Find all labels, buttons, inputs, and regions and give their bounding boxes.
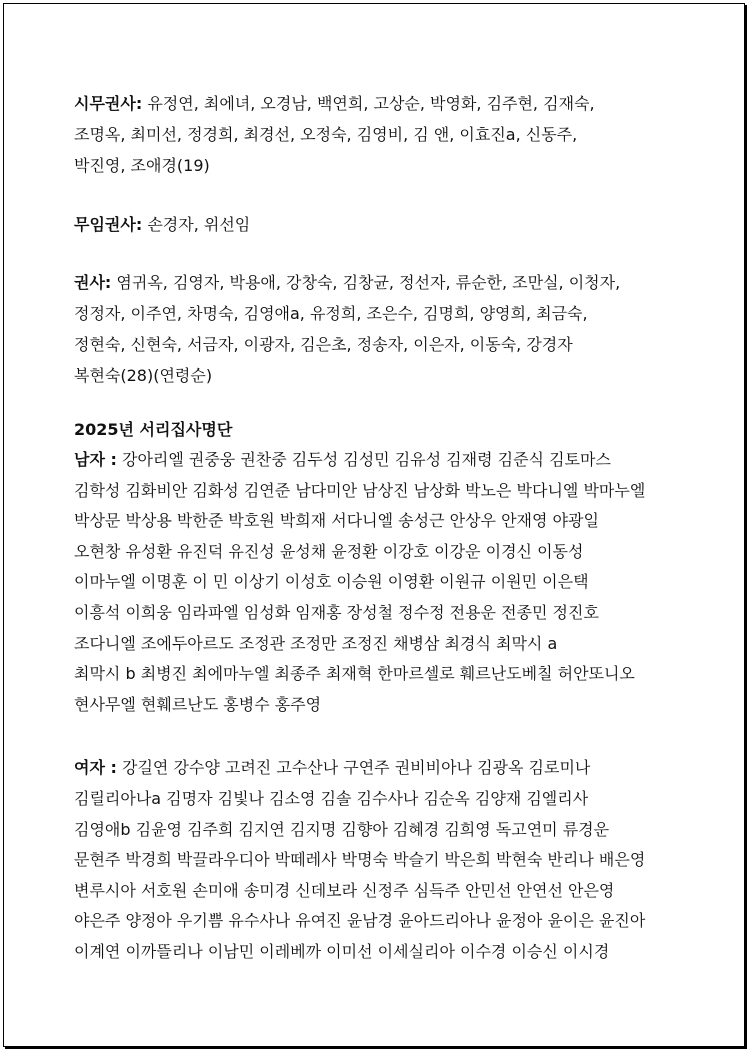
deaconess-line-4: 복현숙(28)(연령순) xyxy=(74,366,213,385)
men-line-5: 이마누엘 이명훈 이 민 이상기 이성호 이승원 이영환 이원규 이원민 이은택 xyxy=(74,572,589,592)
roster-heading: 2025년 서리집사명단 xyxy=(74,420,233,439)
unassigned-names: 손경자, 위선임 xyxy=(147,215,251,234)
men-line-3: 박상문 박상용 박한준 박호원 박희재 서다니엘 송성근 안상우 안재영 야광일 xyxy=(74,511,599,531)
document-page xyxy=(3,3,745,1047)
women-line-4: 문현주 박경희 박끌라우디아 박떼레사 박명숙 박슬기 박은희 박현숙 반리나 배은영 xyxy=(74,850,646,870)
men-line-8: 최막시 b 최병진 최에마누엘 최종주 최재혁 한마르셀로 훼르난도베칠 허안또니오 xyxy=(74,664,635,684)
women-label: 여자 : xyxy=(74,758,117,778)
men-line-6: 이흥석 이희웅 임라파엘 임성화 임재홍 장성철 정수정 전용운 전종민 정진호 xyxy=(74,602,599,622)
women-names-1: 강길연 강수양 고려진 고수산나 구연주 권비비아나 김광옥 김로미나 xyxy=(121,758,591,778)
unassigned-line xyxy=(74,209,674,240)
deaconess-line-3: 정현숙, 신현숙, 서금자, 이광자, 김은초, 정송자, 이은자, 이동숙, 강경자 xyxy=(74,335,573,354)
women-line-1 xyxy=(74,753,674,784)
elder-line-3: 박진영, 조애경(19) xyxy=(74,156,210,175)
elder-label: 시무권사: xyxy=(74,94,143,113)
elder-line-1 xyxy=(74,88,674,119)
unassigned-label: 무임권사: xyxy=(74,215,143,234)
men-line-9: 현사무엘 현훼르난도 홍병수 홍주영 xyxy=(74,694,322,714)
deaconess-label: 권사: xyxy=(74,273,112,292)
men-line-7: 조다니엘 조에두아르도 조정관 조정만 조정진 채병삼 최경식 최막시 a xyxy=(74,633,558,653)
men-line-2: 김학성 김화비안 김화성 김연준 남다미안 남상진 남상화 박노은 박다니엘 박마누엘 xyxy=(74,480,646,500)
document-content xyxy=(74,88,674,968)
women-line-7: 이계연 이까뜰리나 이남민 이레베까 이미선 이세실리아 이수경 이승신 이시경 xyxy=(74,941,610,961)
men-line-1 xyxy=(74,445,674,476)
women-line-3: 김영애b 김윤영 김주희 김지연 김지명 김향아 김혜경 김희영 독고연미 류경운 xyxy=(74,819,610,839)
women-line-6: 야은주 양정아 우기쁨 유수사나 유여진 윤남경 윤아드리아나 윤정아 윤이은 윤진아 xyxy=(74,911,646,931)
deaconess-line-1 xyxy=(74,267,674,298)
women-line-5: 변루시아 서호원 손미애 송미경 신데보라 신정주 심득주 안민선 안연선 안은영 xyxy=(74,880,615,900)
deaconess-line-2: 정정자, 이주연, 차명숙, 김영애a, 유정희, 조은수, 김명희, 양영희, 최금숙, xyxy=(74,304,588,323)
men-label: 남자 : xyxy=(74,450,117,469)
elder-names-1: 유정연, 최에녀, 오경남, 백연희, 고상순, 박영화, 김주현, 김재숙, xyxy=(147,94,595,113)
women-line-2: 김릴리아나a 김명자 김빛나 김소영 김솔 김수사나 김순옥 김양재 김엘리사 xyxy=(74,788,589,808)
men-line-4: 오현창 유성환 유진덕 유진성 윤성채 윤정환 이강호 이강운 이경신 이동성 xyxy=(74,541,584,561)
deaconess-names-1: 염귀옥, 김영자, 박용애, 강창숙, 김창균, 정선자, 류순한, 조만실, 이청자, xyxy=(116,273,621,292)
elder-line-2: 조명옥, 최미선, 정경희, 최경선, 오정숙, 김영비, 김 앤, 이효진a, 신동주, xyxy=(74,125,578,144)
men-names-1: 강아리엘 권중웅 권찬중 김두성 김성민 김유성 김재령 김준식 김토마스 xyxy=(121,450,611,469)
